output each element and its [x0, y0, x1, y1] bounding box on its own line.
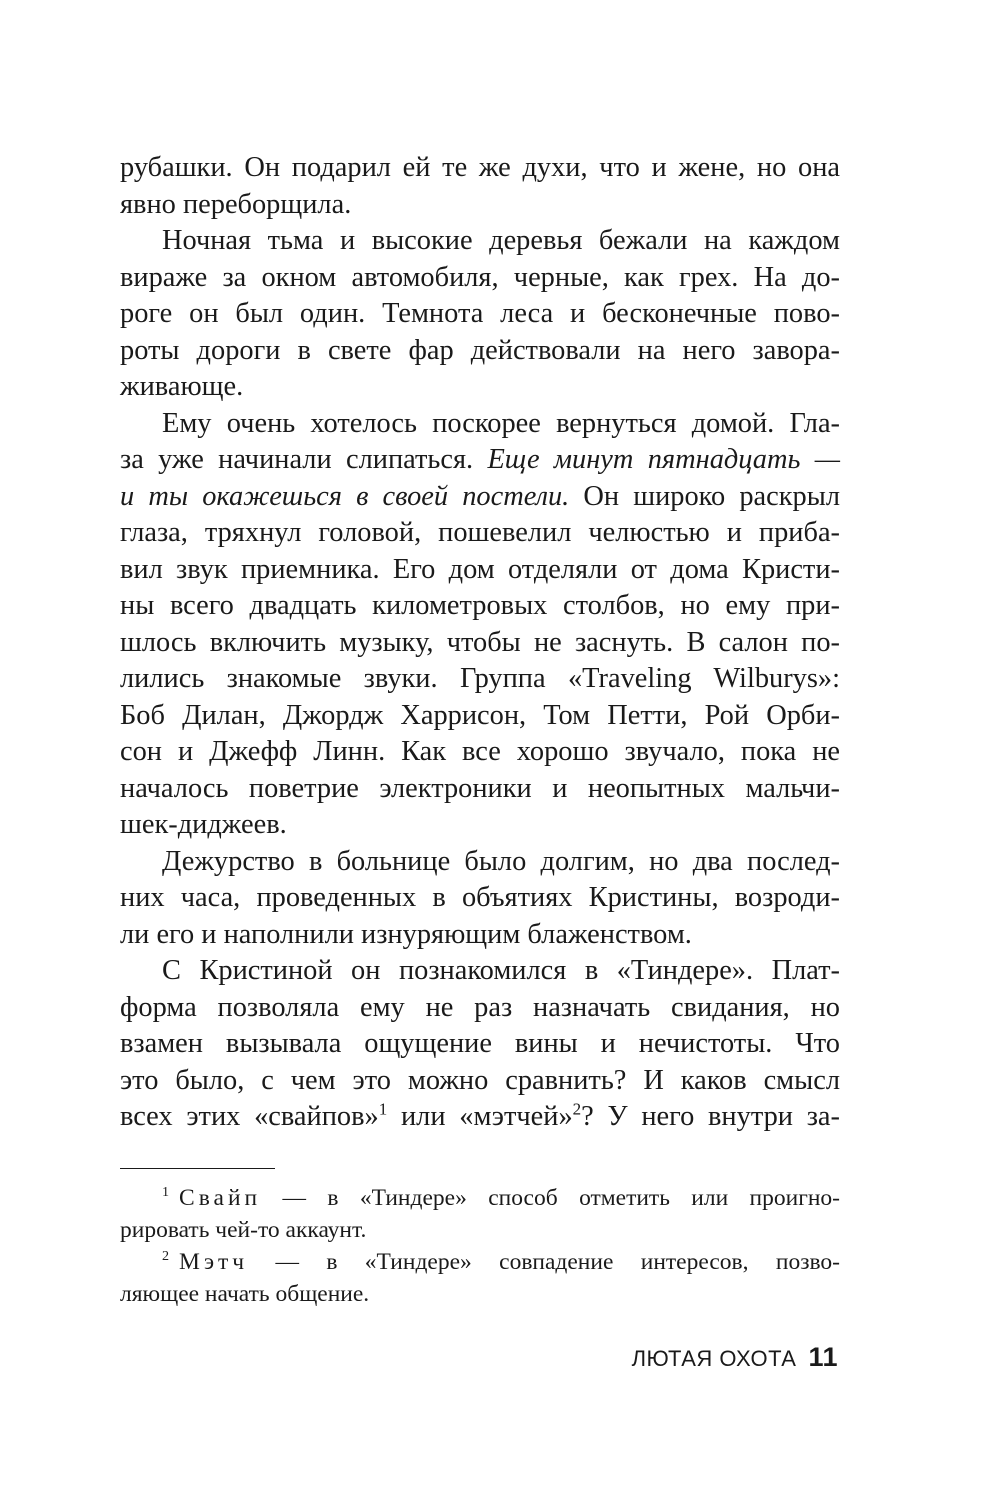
footnote-mark: 2 — [162, 1248, 170, 1265]
text-line: явно переборщила. — [120, 188, 352, 220]
text-line: живающе. — [120, 371, 244, 402]
text-line-mixed — [120, 1099, 840, 1136]
text-line: Дежурство в больнице было долгим, но два послед- — [162, 845, 840, 877]
text-segment: всех этих «свайпов» — [120, 1101, 379, 1132]
text-line: ли его и наполнили изнуряющим блаженством. — [120, 918, 692, 950]
text-line: вил звук приемника. Его дом отделяли от дома Кристи- — [120, 553, 840, 585]
footnote-continuation: ляющее начать общение. — [120, 1281, 370, 1307]
running-footer — [632, 1342, 838, 1373]
text-line: взамен вызывала ощущение вины и нечистоты. Что — [120, 1028, 840, 1059]
page-number: 11 — [808, 1342, 838, 1372]
text-line: них часа, проведенных в объятиях Кристины, возроди- — [120, 882, 840, 913]
text-line: Боб Дилан, Джордж Харрисон, Том Петти, Рой Орби- — [120, 699, 840, 731]
text-line: шлось включить музыку, чтобы не заснуть. В салон по- — [120, 626, 840, 658]
text-segment: ? У него внутри за- — [581, 1101, 840, 1132]
text-line: роты дороги в свете фар действовали на него завора- — [120, 334, 840, 366]
text-line: это было, с чем это можно сравнить? И каков смысл — [120, 1064, 840, 1096]
footnotes — [120, 1182, 840, 1310]
text-line: форма позволяла ему не раз назначать свидания, но — [120, 991, 840, 1023]
footnote — [120, 1182, 840, 1214]
text-line: началось поветрие электроники и неопытных мальчи- — [120, 772, 840, 804]
footnote-divider — [120, 1168, 275, 1169]
text-line: Ему очень хотелось поскорее вернуться домой. Гла- — [162, 407, 840, 439]
footnote-term: Мэтч — [179, 1249, 249, 1275]
text-line-mixed — [120, 442, 840, 479]
footnote — [120, 1246, 840, 1278]
text-line: лились знакомые звуки. Группа «Traveling Wilburys»: — [120, 663, 840, 694]
text-segment: Он широко раскрыл — [583, 480, 840, 512]
text-segment: за уже начинали слипаться. — [120, 444, 474, 475]
italic-thought: и ты окажешься в своей постели. — [120, 480, 570, 512]
footnote-text: — в «Тиндере» совпадение интересов, позво- — [248, 1249, 840, 1275]
italic-thought: Еще минут пятнадцать — — [487, 444, 840, 475]
footnote-ref: 1 — [378, 1099, 388, 1119]
text-line: шек-диджеев. — [120, 809, 287, 840]
footnote-mark: 1 — [162, 1184, 170, 1201]
text-line: вираже за окном автомобиля, черные, как грех. На до- — [120, 261, 840, 293]
footnote-text: — в «Тиндере» способ отметить или проигно- — [261, 1185, 840, 1211]
text-line: рубашки. Он подарил ей те же духи, что и жене, но она — [120, 152, 840, 183]
text-segment: или «мэтчей» — [387, 1101, 573, 1132]
text-line: Ночная тьма и высокие деревья бежали на каждом — [162, 225, 840, 256]
text-line: роге он был один. Темнота леса и бесконечные пово- — [120, 298, 840, 329]
footnote-term: Свайп — [179, 1185, 262, 1211]
text-line: С Кристиной он познакомился в «Тиндере». Плат- — [162, 955, 840, 986]
book-title: ЛЮТАЯ ОХОТА — [631, 1346, 797, 1371]
body-text — [120, 150, 840, 1136]
text-line: глаза, тряхнул головой, пошевелил челюстью и приба- — [120, 517, 840, 548]
footnote-ref: 2 — [572, 1099, 582, 1119]
text-line-mixed — [120, 479, 840, 516]
text-line: ны всего двадцать километровых столбов, но ему при- — [120, 590, 840, 621]
footnote-continuation: рировать чей-то аккаунт. — [120, 1217, 367, 1243]
text-line: сон и Джефф Линн. Как все хорошо звучало, пока не — [120, 736, 840, 767]
